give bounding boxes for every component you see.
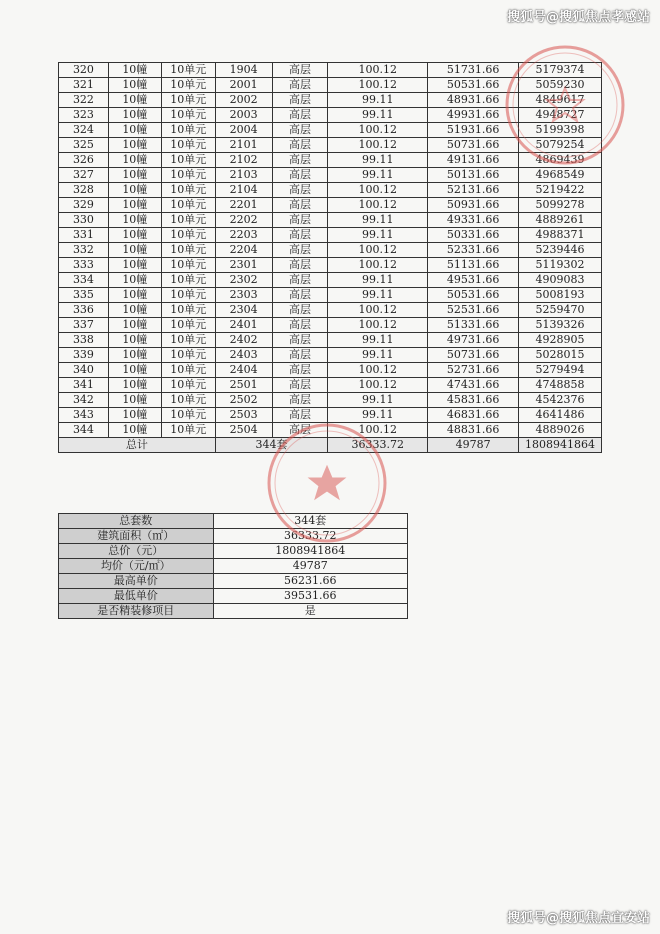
cell-building: 10幢 bbox=[108, 168, 161, 183]
cell-unit: 10单元 bbox=[161, 408, 215, 423]
cell-unit-price: 48931.66 bbox=[428, 93, 519, 108]
summary-value: 39531.66 bbox=[213, 589, 407, 604]
summary-label: 总套数 bbox=[59, 514, 214, 529]
cell-seq: 337 bbox=[59, 318, 109, 333]
cell-area: 99.11 bbox=[328, 348, 428, 363]
cell-type: 高层 bbox=[272, 123, 328, 138]
table-row bbox=[59, 288, 602, 303]
cell-building: 10幢 bbox=[108, 303, 161, 318]
watermark-bottom: 搜狐号@搜狐焦点宜安站 bbox=[506, 911, 650, 926]
cell-building: 10幢 bbox=[108, 243, 161, 258]
cell-room: 2303 bbox=[215, 288, 272, 303]
cell-area: 99.11 bbox=[328, 333, 428, 348]
cell-unit-price: 51731.66 bbox=[428, 63, 519, 78]
cell-unit-price: 50531.66 bbox=[428, 78, 519, 93]
cell-unit-price: 50131.66 bbox=[428, 168, 519, 183]
cell-building: 10幢 bbox=[108, 78, 161, 93]
cell-unit-price: 49131.66 bbox=[428, 153, 519, 168]
cell-total-price: 4948727 bbox=[519, 108, 602, 123]
cell-unit-price: 51131.66 bbox=[428, 258, 519, 273]
cell-total-price: 5028015 bbox=[519, 348, 602, 363]
cell-area: 100.12 bbox=[328, 123, 428, 138]
table-row bbox=[59, 393, 602, 408]
cell-seq: 324 bbox=[59, 123, 109, 138]
price-list-body bbox=[59, 63, 602, 438]
cell-total-price: 5059230 bbox=[519, 78, 602, 93]
cell-total-price: 4748858 bbox=[519, 378, 602, 393]
cell-total-price: 4889261 bbox=[519, 213, 602, 228]
cell-type: 高层 bbox=[272, 348, 328, 363]
summary-value: 56231.66 bbox=[213, 574, 407, 589]
cell-unit: 10单元 bbox=[161, 198, 215, 213]
cell-room: 2503 bbox=[215, 408, 272, 423]
cell-total-price: 4889026 bbox=[519, 423, 602, 438]
cell-total-price: 4988371 bbox=[519, 228, 602, 243]
price-list-table bbox=[58, 62, 602, 453]
cell-unit: 10单元 bbox=[161, 348, 215, 363]
cell-area: 100.12 bbox=[328, 303, 428, 318]
summary-value: 49787 bbox=[213, 559, 407, 574]
total-price: 1808941864 bbox=[519, 438, 602, 453]
table-row bbox=[59, 423, 602, 438]
cell-seq: 340 bbox=[59, 363, 109, 378]
table-row bbox=[59, 303, 602, 318]
cell-unit-price: 52331.66 bbox=[428, 243, 519, 258]
table-row bbox=[59, 273, 602, 288]
cell-total-price: 4928905 bbox=[519, 333, 602, 348]
cell-building: 10幢 bbox=[108, 198, 161, 213]
cell-unit: 10单元 bbox=[161, 123, 215, 138]
total-area: 36333.72 bbox=[328, 438, 428, 453]
summary-label: 均价（元/㎡） bbox=[59, 559, 214, 574]
cell-seq: 326 bbox=[59, 153, 109, 168]
table-row bbox=[59, 198, 602, 213]
cell-room: 2404 bbox=[215, 363, 272, 378]
cell-total-price: 4909083 bbox=[519, 273, 602, 288]
cell-building: 10幢 bbox=[108, 363, 161, 378]
table-row bbox=[59, 243, 602, 258]
cell-seq: 327 bbox=[59, 168, 109, 183]
cell-building: 10幢 bbox=[108, 63, 161, 78]
cell-type: 高层 bbox=[272, 303, 328, 318]
cell-unit-price: 52131.66 bbox=[428, 183, 519, 198]
cell-room: 2004 bbox=[215, 123, 272, 138]
cell-building: 10幢 bbox=[108, 273, 161, 288]
cell-building: 10幢 bbox=[108, 183, 161, 198]
cell-building: 10幢 bbox=[108, 93, 161, 108]
summary-label: 最低单价 bbox=[59, 589, 214, 604]
summary-row bbox=[59, 514, 408, 529]
cell-unit-price: 51931.66 bbox=[428, 123, 519, 138]
cell-total-price: 5239446 bbox=[519, 243, 602, 258]
cell-total-price: 5099278 bbox=[519, 198, 602, 213]
cell-seq: 325 bbox=[59, 138, 109, 153]
cell-total-price: 5279494 bbox=[519, 363, 602, 378]
cell-unit: 10单元 bbox=[161, 138, 215, 153]
table-row bbox=[59, 213, 602, 228]
cell-area: 99.11 bbox=[328, 273, 428, 288]
cell-area: 100.12 bbox=[328, 198, 428, 213]
cell-unit-price: 46831.66 bbox=[428, 408, 519, 423]
cell-unit: 10单元 bbox=[161, 153, 215, 168]
table-row bbox=[59, 78, 602, 93]
cell-seq: 344 bbox=[59, 423, 109, 438]
cell-building: 10幢 bbox=[108, 408, 161, 423]
cell-type: 高层 bbox=[272, 183, 328, 198]
cell-seq: 342 bbox=[59, 393, 109, 408]
cell-seq: 328 bbox=[59, 183, 109, 198]
cell-room: 1904 bbox=[215, 63, 272, 78]
total-label: 总计 bbox=[59, 438, 216, 453]
cell-room: 2201 bbox=[215, 198, 272, 213]
cell-type: 高层 bbox=[272, 408, 328, 423]
cell-seq: 332 bbox=[59, 243, 109, 258]
cell-area: 99.11 bbox=[328, 408, 428, 423]
cell-unit: 10单元 bbox=[161, 228, 215, 243]
cell-type: 高层 bbox=[272, 393, 328, 408]
cell-unit-price: 47431.66 bbox=[428, 378, 519, 393]
cell-type: 高层 bbox=[272, 243, 328, 258]
cell-seq: 341 bbox=[59, 378, 109, 393]
cell-total-price: 4542376 bbox=[519, 393, 602, 408]
cell-unit: 10单元 bbox=[161, 393, 215, 408]
cell-seq: 333 bbox=[59, 258, 109, 273]
cell-unit-price: 48831.66 bbox=[428, 423, 519, 438]
cell-seq: 336 bbox=[59, 303, 109, 318]
cell-total-price: 5119302 bbox=[519, 258, 602, 273]
cell-building: 10幢 bbox=[108, 288, 161, 303]
cell-area: 100.12 bbox=[328, 258, 428, 273]
cell-unit-price: 50531.66 bbox=[428, 288, 519, 303]
cell-unit: 10单元 bbox=[161, 318, 215, 333]
table-row bbox=[59, 123, 602, 138]
cell-area: 100.12 bbox=[328, 318, 428, 333]
cell-total-price: 5079254 bbox=[519, 138, 602, 153]
cell-unit: 10单元 bbox=[161, 273, 215, 288]
cell-room: 2103 bbox=[215, 168, 272, 183]
cell-type: 高层 bbox=[272, 198, 328, 213]
cell-room: 2204 bbox=[215, 243, 272, 258]
cell-building: 10幢 bbox=[108, 213, 161, 228]
cell-building: 10幢 bbox=[108, 423, 161, 438]
cell-building: 10幢 bbox=[108, 378, 161, 393]
cell-type: 高层 bbox=[272, 363, 328, 378]
table-row bbox=[59, 348, 602, 363]
table-row bbox=[59, 168, 602, 183]
cell-unit: 10单元 bbox=[161, 378, 215, 393]
summary-value: 36333.72 bbox=[213, 529, 407, 544]
summary-row bbox=[59, 604, 408, 619]
cell-type: 高层 bbox=[272, 318, 328, 333]
table-row bbox=[59, 183, 602, 198]
summary-value: 1808941864 bbox=[213, 544, 407, 559]
cell-area: 99.11 bbox=[328, 153, 428, 168]
cell-unit: 10单元 bbox=[161, 168, 215, 183]
cell-area: 100.12 bbox=[328, 183, 428, 198]
cell-type: 高层 bbox=[272, 228, 328, 243]
cell-unit: 10单元 bbox=[161, 423, 215, 438]
cell-unit: 10单元 bbox=[161, 93, 215, 108]
cell-area: 100.12 bbox=[328, 138, 428, 153]
table-row bbox=[59, 153, 602, 168]
cell-unit-price: 50731.66 bbox=[428, 348, 519, 363]
cell-unit-price: 50931.66 bbox=[428, 198, 519, 213]
cell-building: 10幢 bbox=[108, 138, 161, 153]
cell-room: 2401 bbox=[215, 318, 272, 333]
cell-type: 高层 bbox=[272, 423, 328, 438]
cell-type: 高层 bbox=[272, 108, 328, 123]
cell-area: 100.12 bbox=[328, 63, 428, 78]
cell-total-price: 5179374 bbox=[519, 63, 602, 78]
cell-room: 2502 bbox=[215, 393, 272, 408]
cell-total-price: 4849617 bbox=[519, 93, 602, 108]
cell-unit-price: 49931.66 bbox=[428, 108, 519, 123]
cell-seq: 338 bbox=[59, 333, 109, 348]
cell-type: 高层 bbox=[272, 213, 328, 228]
total-row bbox=[59, 438, 602, 453]
cell-building: 10幢 bbox=[108, 228, 161, 243]
cell-seq: 320 bbox=[59, 63, 109, 78]
cell-type: 高层 bbox=[272, 168, 328, 183]
cell-seq: 329 bbox=[59, 198, 109, 213]
cell-unit: 10单元 bbox=[161, 243, 215, 258]
cell-type: 高层 bbox=[272, 63, 328, 78]
cell-unit-price: 52531.66 bbox=[428, 303, 519, 318]
cell-unit-price: 50331.66 bbox=[428, 228, 519, 243]
summary-value: 是 bbox=[213, 604, 407, 619]
cell-room: 2403 bbox=[215, 348, 272, 363]
summary-label: 是否精装修项目 bbox=[59, 604, 214, 619]
cell-area: 99.11 bbox=[328, 288, 428, 303]
cell-unit-price: 49531.66 bbox=[428, 273, 519, 288]
cell-seq: 334 bbox=[59, 273, 109, 288]
cell-total-price: 4968549 bbox=[519, 168, 602, 183]
cell-room: 2104 bbox=[215, 183, 272, 198]
cell-building: 10幢 bbox=[108, 108, 161, 123]
cell-unit: 10单元 bbox=[161, 213, 215, 228]
table-row bbox=[59, 258, 602, 273]
cell-building: 10幢 bbox=[108, 123, 161, 138]
cell-total-price: 4641486 bbox=[519, 408, 602, 423]
cell-unit-price: 51331.66 bbox=[428, 318, 519, 333]
cell-area: 99.11 bbox=[328, 228, 428, 243]
summary-label: 最高单价 bbox=[59, 574, 214, 589]
cell-type: 高层 bbox=[272, 378, 328, 393]
cell-type: 高层 bbox=[272, 153, 328, 168]
cell-room: 2202 bbox=[215, 213, 272, 228]
cell-unit-price: 52731.66 bbox=[428, 363, 519, 378]
cell-unit-price: 49731.66 bbox=[428, 333, 519, 348]
cell-unit: 10单元 bbox=[161, 303, 215, 318]
cell-area: 100.12 bbox=[328, 423, 428, 438]
cell-seq: 330 bbox=[59, 213, 109, 228]
summary-row bbox=[59, 574, 408, 589]
cell-area: 100.12 bbox=[328, 243, 428, 258]
table-row bbox=[59, 228, 602, 243]
cell-type: 高层 bbox=[272, 273, 328, 288]
cell-unit: 10单元 bbox=[161, 258, 215, 273]
cell-building: 10幢 bbox=[108, 153, 161, 168]
cell-building: 10幢 bbox=[108, 393, 161, 408]
cell-building: 10幢 bbox=[108, 348, 161, 363]
cell-total-price: 4869439 bbox=[519, 153, 602, 168]
cell-building: 10幢 bbox=[108, 318, 161, 333]
summary-label: 建筑面积（㎡） bbox=[59, 529, 214, 544]
cell-type: 高层 bbox=[272, 138, 328, 153]
cell-unit: 10单元 bbox=[161, 183, 215, 198]
cell-type: 高层 bbox=[272, 258, 328, 273]
cell-seq: 323 bbox=[59, 108, 109, 123]
cell-total-price: 5219422 bbox=[519, 183, 602, 198]
table-row bbox=[59, 318, 602, 333]
cell-area: 100.12 bbox=[328, 378, 428, 393]
cell-room: 2304 bbox=[215, 303, 272, 318]
cell-unit: 10单元 bbox=[161, 108, 215, 123]
cell-unit-price: 50731.66 bbox=[428, 138, 519, 153]
summary-row bbox=[59, 559, 408, 574]
cell-type: 高层 bbox=[272, 78, 328, 93]
cell-room: 2402 bbox=[215, 333, 272, 348]
cell-room: 2003 bbox=[215, 108, 272, 123]
total-count: 344套 bbox=[215, 438, 328, 453]
summary-row bbox=[59, 589, 408, 604]
cell-type: 高层 bbox=[272, 333, 328, 348]
cell-building: 10幢 bbox=[108, 333, 161, 348]
cell-room: 2101 bbox=[215, 138, 272, 153]
table-row bbox=[59, 333, 602, 348]
cell-room: 2504 bbox=[215, 423, 272, 438]
cell-type: 高层 bbox=[272, 93, 328, 108]
cell-unit: 10单元 bbox=[161, 333, 215, 348]
cell-room: 2301 bbox=[215, 258, 272, 273]
summary-label: 总价（元） bbox=[59, 544, 214, 559]
cell-area: 99.11 bbox=[328, 168, 428, 183]
cell-unit: 10单元 bbox=[161, 363, 215, 378]
cell-seq: 321 bbox=[59, 78, 109, 93]
cell-unit-price: 45831.66 bbox=[428, 393, 519, 408]
cell-area: 99.11 bbox=[328, 213, 428, 228]
cell-unit: 10单元 bbox=[161, 78, 215, 93]
summary-body bbox=[59, 514, 408, 619]
cell-room: 2002 bbox=[215, 93, 272, 108]
cell-building: 10幢 bbox=[108, 258, 161, 273]
cell-area: 99.11 bbox=[328, 93, 428, 108]
table-row bbox=[59, 378, 602, 393]
cell-seq: 331 bbox=[59, 228, 109, 243]
cell-area: 99.11 bbox=[328, 108, 428, 123]
cell-room: 2102 bbox=[215, 153, 272, 168]
cell-total-price: 5259470 bbox=[519, 303, 602, 318]
cell-unit: 10单元 bbox=[161, 63, 215, 78]
cell-total-price: 5008193 bbox=[519, 288, 602, 303]
cell-unit: 10单元 bbox=[161, 288, 215, 303]
table-row bbox=[59, 138, 602, 153]
table-row bbox=[59, 63, 602, 78]
cell-room: 2001 bbox=[215, 78, 272, 93]
cell-seq: 339 bbox=[59, 348, 109, 363]
cell-room: 2302 bbox=[215, 273, 272, 288]
cell-total-price: 5199398 bbox=[519, 123, 602, 138]
summary-row bbox=[59, 529, 408, 544]
table-row bbox=[59, 93, 602, 108]
cell-seq: 343 bbox=[59, 408, 109, 423]
table-row bbox=[59, 363, 602, 378]
cell-area: 100.12 bbox=[328, 363, 428, 378]
watermark-top: 搜狐号@搜狐焦点孝感站 bbox=[506, 10, 650, 25]
cell-total-price: 5139326 bbox=[519, 318, 602, 333]
cell-seq: 322 bbox=[59, 93, 109, 108]
cell-type: 高层 bbox=[272, 288, 328, 303]
cell-unit-price: 49331.66 bbox=[428, 213, 519, 228]
total-avg-price: 49787 bbox=[428, 438, 519, 453]
cell-seq: 335 bbox=[59, 288, 109, 303]
cell-area: 99.11 bbox=[328, 393, 428, 408]
cell-area: 100.12 bbox=[328, 78, 428, 93]
summary-table bbox=[58, 513, 408, 619]
summary-value: 344套 bbox=[213, 514, 407, 529]
cell-room: 2203 bbox=[215, 228, 272, 243]
cell-room: 2501 bbox=[215, 378, 272, 393]
summary-row bbox=[59, 544, 408, 559]
table-row bbox=[59, 108, 602, 123]
table-row bbox=[59, 408, 602, 423]
